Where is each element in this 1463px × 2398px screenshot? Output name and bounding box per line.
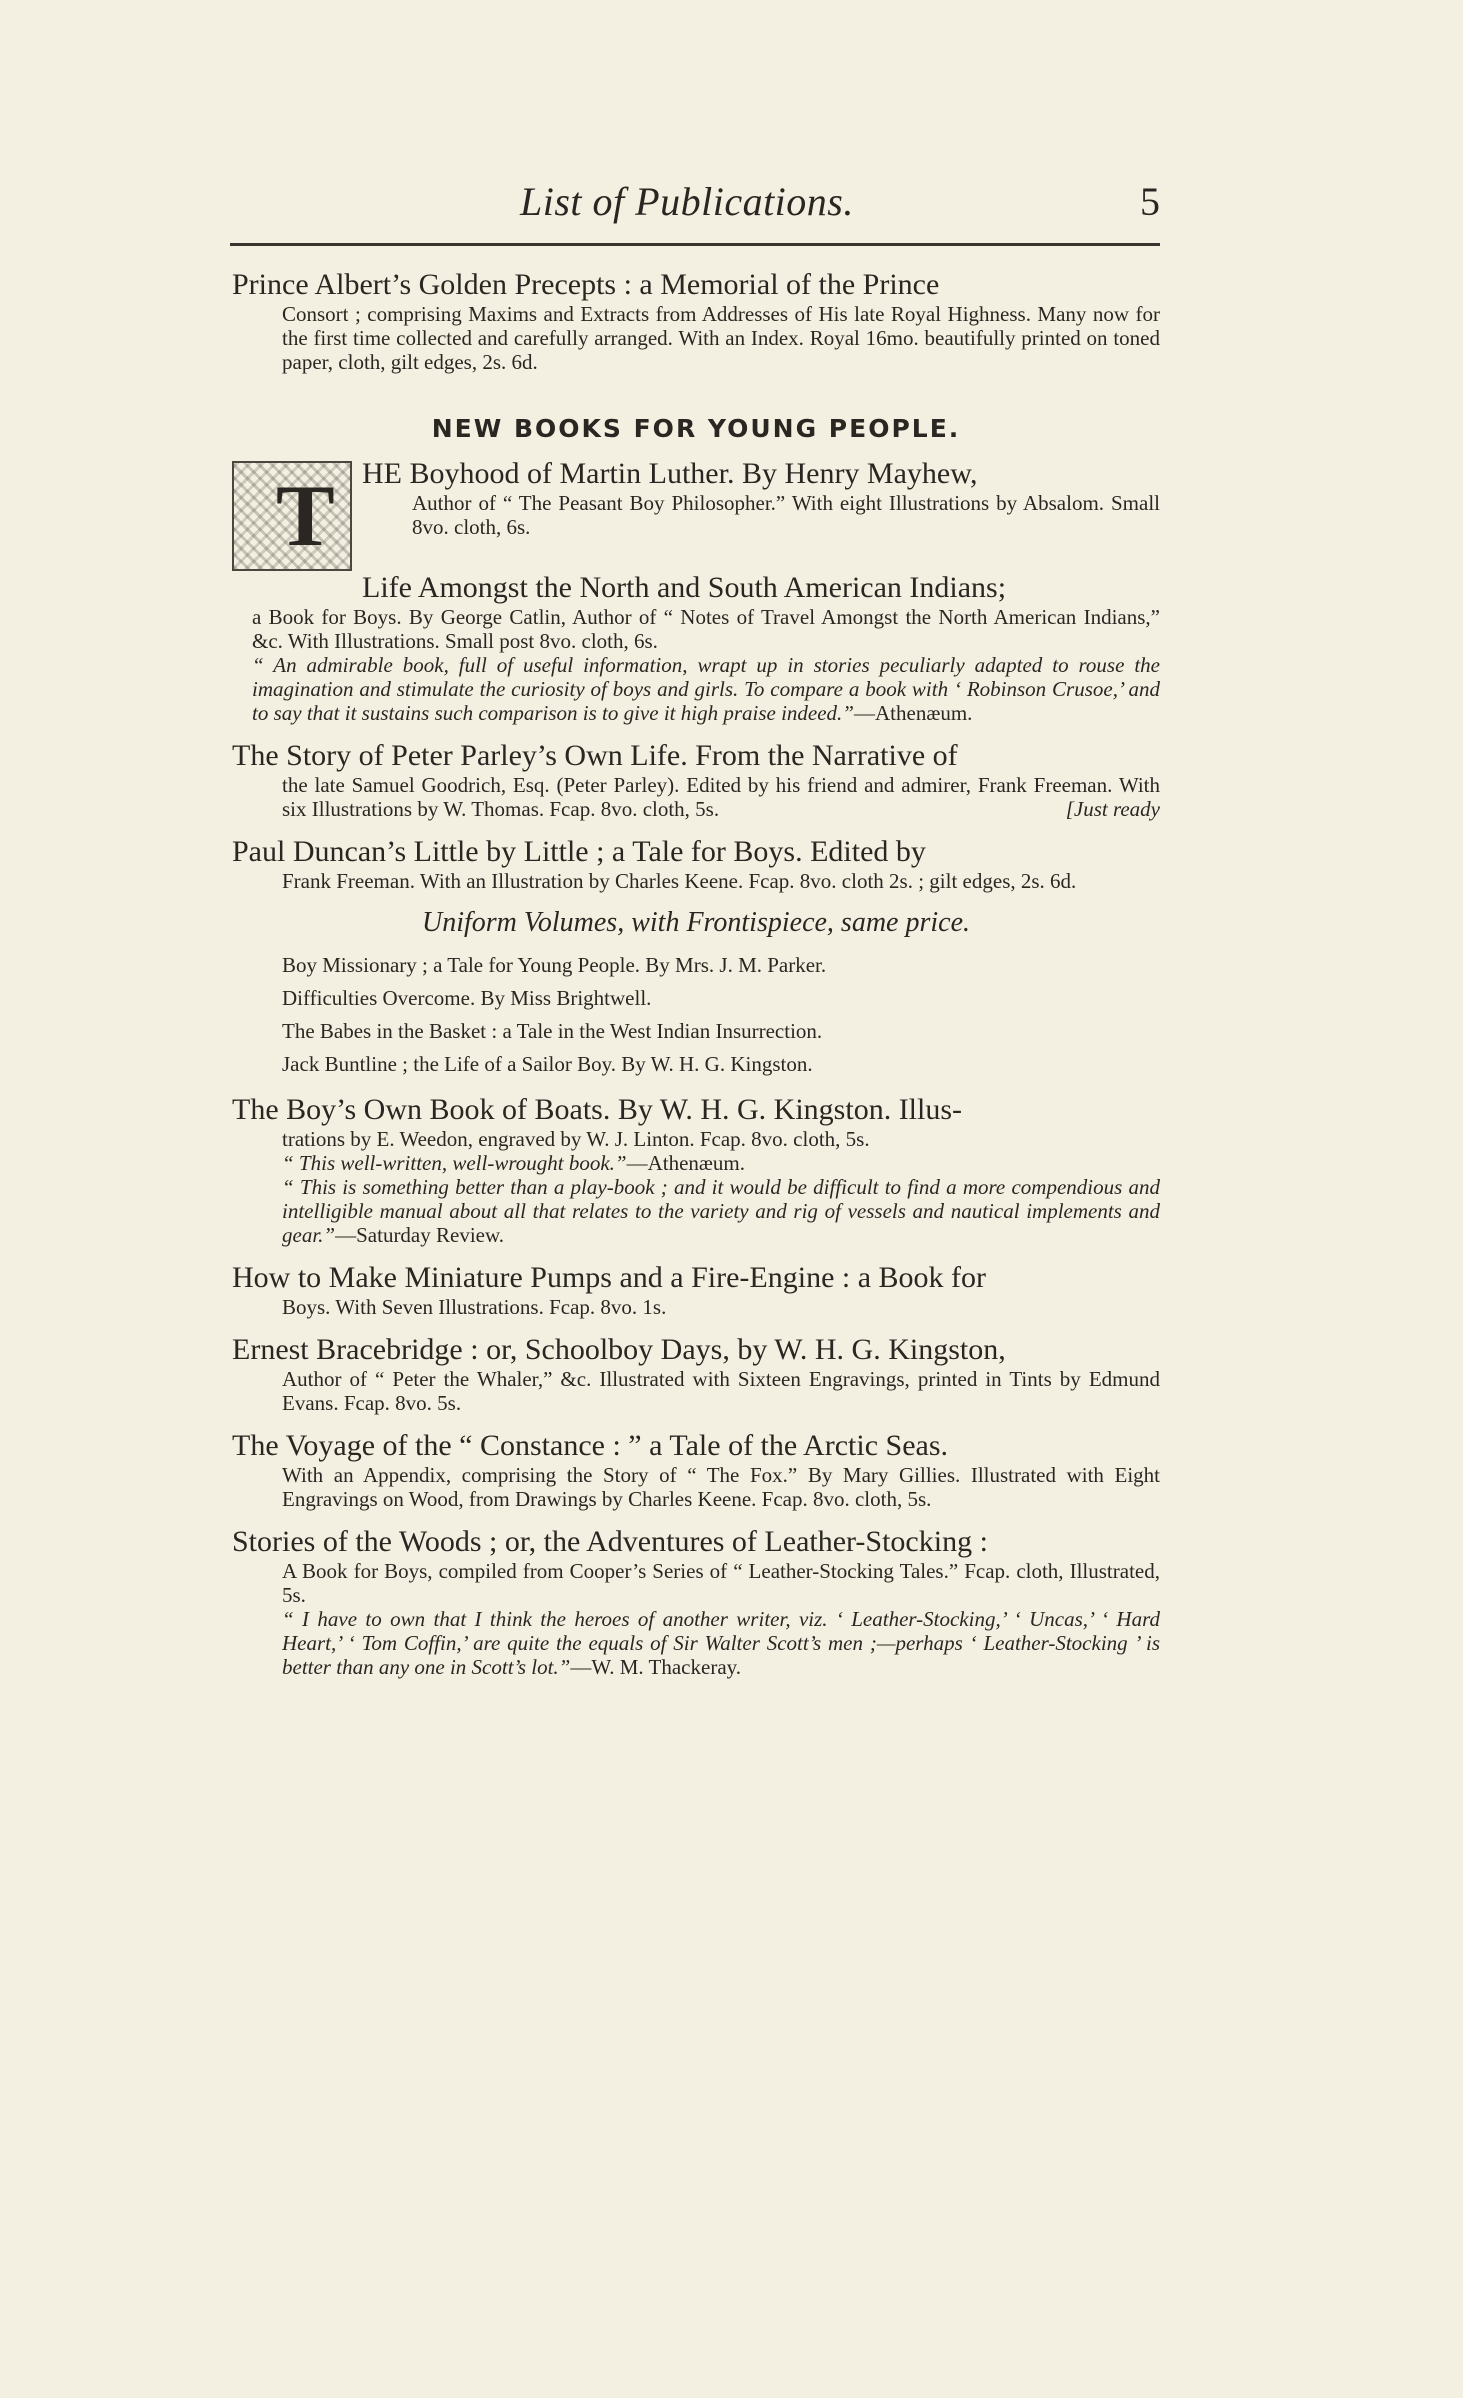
entry-boats — [232, 1093, 1160, 1247]
entry-body: trations by E. Weedon, engraved by W. J. Linton. Fcap. 8vo. cloth, 5s. — [282, 1127, 870, 1151]
uniform-list — [232, 949, 1160, 1081]
publication-list — [232, 268, 1160, 1693]
quote-text: “ An admirable book, full of useful information, wrapt up in stories peculiarly adapted to rouse the imagination and stimulate the curiosity of boys and girls. To compare a book with ‘ Robinson Crusoe,’ and to say that it sustains such comparison is to give it high praise indeed.” — [252, 653, 1160, 725]
entry-body: Author of “ The Peasant Boy Philosopher.” With eight Illustrations by Absalom. Small 8vo. cloth, 6s. — [412, 491, 1160, 539]
entry-woods — [232, 1525, 1160, 1679]
header-rule — [230, 243, 1160, 246]
entry-title: How to Make Miniature Pumps and a Fire-Engine : a Book for — [232, 1261, 987, 1294]
entry-title: The Voyage of the “ Constance : ” a Tale of the Arctic Seas. — [232, 1429, 949, 1462]
entry-body: Author of “ Peter the Whaler,” &c. Illustrated with Sixteen Engravings, printed in Tints by Edmund Evans. Fcap. 8vo. 5s. — [282, 1367, 1160, 1415]
entry-prince-albert — [232, 268, 1160, 374]
entry-bracebridge — [232, 1333, 1160, 1415]
entry-body: A Book for Boys, compiled from Cooper’s Series of “ Leather-Stocking Tales.” Fcap. cloth, Illustrated, 5s. — [282, 1559, 1160, 1607]
page-number: 5 — [1140, 179, 1160, 224]
entry-title: Paul Duncan’s Little by Little ; a Tale for Boys. Edited by — [232, 835, 926, 868]
entry-title: The Story of Peter Parley’s Own Life. From the Narrative of — [232, 739, 958, 772]
entry-pumps — [232, 1261, 1160, 1319]
list-item: Difficulties Overcome. By Miss Brightwell. — [282, 986, 652, 1010]
entry-title: HE Boyhood of Martin Luther. By Henry Mayhew, — [362, 457, 978, 490]
list-item: The Babes in the Basket : a Tale in the West Indian Insurrection. — [282, 1019, 823, 1043]
quote-text: “ I have to own that I think the heroes of another writer, viz. ‘ Leather-Stocking,’ ‘ Uncas,’ ‘ Hard Heart,’ ‘ Tom Coffin,’ are quite the equals of Sir Walter Scott’s men ;—perhaps ‘ Leather-Stocking ’ is better than any one in Scott’s lot.” — [282, 1607, 1160, 1679]
initial-letter: T — [276, 468, 335, 565]
decorative-initial — [232, 461, 352, 571]
review-quote — [232, 653, 1160, 725]
uniform-heading: Uniform Volumes, with Frontispiece, same price. — [421, 907, 970, 938]
page-title: List of Publications. — [520, 179, 854, 224]
review-quote — [232, 1151, 1160, 1175]
quote-source: —Athenæum. — [626, 1151, 746, 1175]
entry-title: Stories of the Woods ; or, the Adventures of Leather-Stocking : — [232, 1525, 988, 1558]
entry-peter-parley — [232, 739, 1160, 821]
review-quote — [232, 1607, 1160, 1679]
entry-title: Life Amongst the North and South American Indians; — [362, 571, 1007, 604]
running-head — [230, 178, 1160, 238]
entry-paul-duncan — [232, 835, 1160, 893]
entry-body: a Book for Boys. By George Catlin, Author of “ Notes of Travel Amongst the North American Indians,” &c. With Illustrations. Small post 8vo. cloth, 6s. — [252, 605, 1160, 653]
entry-body: Frank Freeman. With an Illustration by Charles Keene. Fcap. 8vo. cloth 2s. ; gilt edges, 2s. 6d. — [282, 869, 1077, 893]
quote-source: —Athenæum. — [854, 701, 973, 725]
entry-constance — [232, 1429, 1160, 1511]
entry-body — [232, 773, 1160, 821]
entry-body: With an Appendix, comprising the Story of “ The Fox.” By Mary Gillies. Illustrated with Eight Engravings on Wood, from Drawings by Charles Keene. Fcap. 8vo. cloth, 5s. — [282, 1463, 1160, 1511]
entry-title: Ernest Bracebridge : or, Schoolboy Days, by W. H. G. Kingston, — [232, 1333, 1006, 1366]
entry-indians — [232, 571, 1160, 725]
entry-martin-luther — [232, 457, 1160, 565]
entry-title: Prince Albert’s Golden Precepts : a Memorial of the Prince — [232, 268, 940, 301]
status-note: [Just ready — [1065, 797, 1160, 821]
quote-text: “ This well-written, well-wrought book.” — [282, 1151, 627, 1175]
entry-body-text: the late Samuel Goodrich, Esq. (Peter Parley). Edited by his friend and admirer, Frank Freeman. With six Illustrations by W. Thomas. Fcap. 8vo. cloth, 5s. — [282, 773, 1160, 821]
list-item: Boy Missionary ; a Tale for Young People. By Mrs. J. M. Parker. — [282, 953, 827, 977]
section-heading: NEW BOOKS FOR YOUNG PEOPLE. — [431, 414, 961, 443]
quote-source: —Saturday Review. — [335, 1223, 505, 1247]
list-item: Jack Buntline ; the Life of a Sailor Boy. By W. H. G. Kingston. — [282, 1052, 813, 1076]
entry-body: Boys. With Seven Illustrations. Fcap. 8vo. 1s. — [282, 1295, 667, 1319]
quote-text: “ This is something better than a play-book ; and it would be difficult to find a more compendious and intelligible manual about all that relates to the variety and rig of vessels and nautical implements and gear.” — [282, 1175, 1160, 1247]
review-quote — [232, 1175, 1160, 1247]
entry-title: The Boy’s Own Book of Boats. By W. H. G. Kingston. Illus- — [232, 1093, 963, 1126]
entry-body: Consort ; comprising Maxims and Extracts from Addresses of His late Royal Highness. Many now for the first time collected and carefully arranged. With an Index. Royal 16mo. beautifully printed on toned paper, cloth, gilt edges, 2s. 6d. — [282, 302, 1160, 374]
quote-source: —W. M. Thackeray. — [570, 1655, 742, 1679]
